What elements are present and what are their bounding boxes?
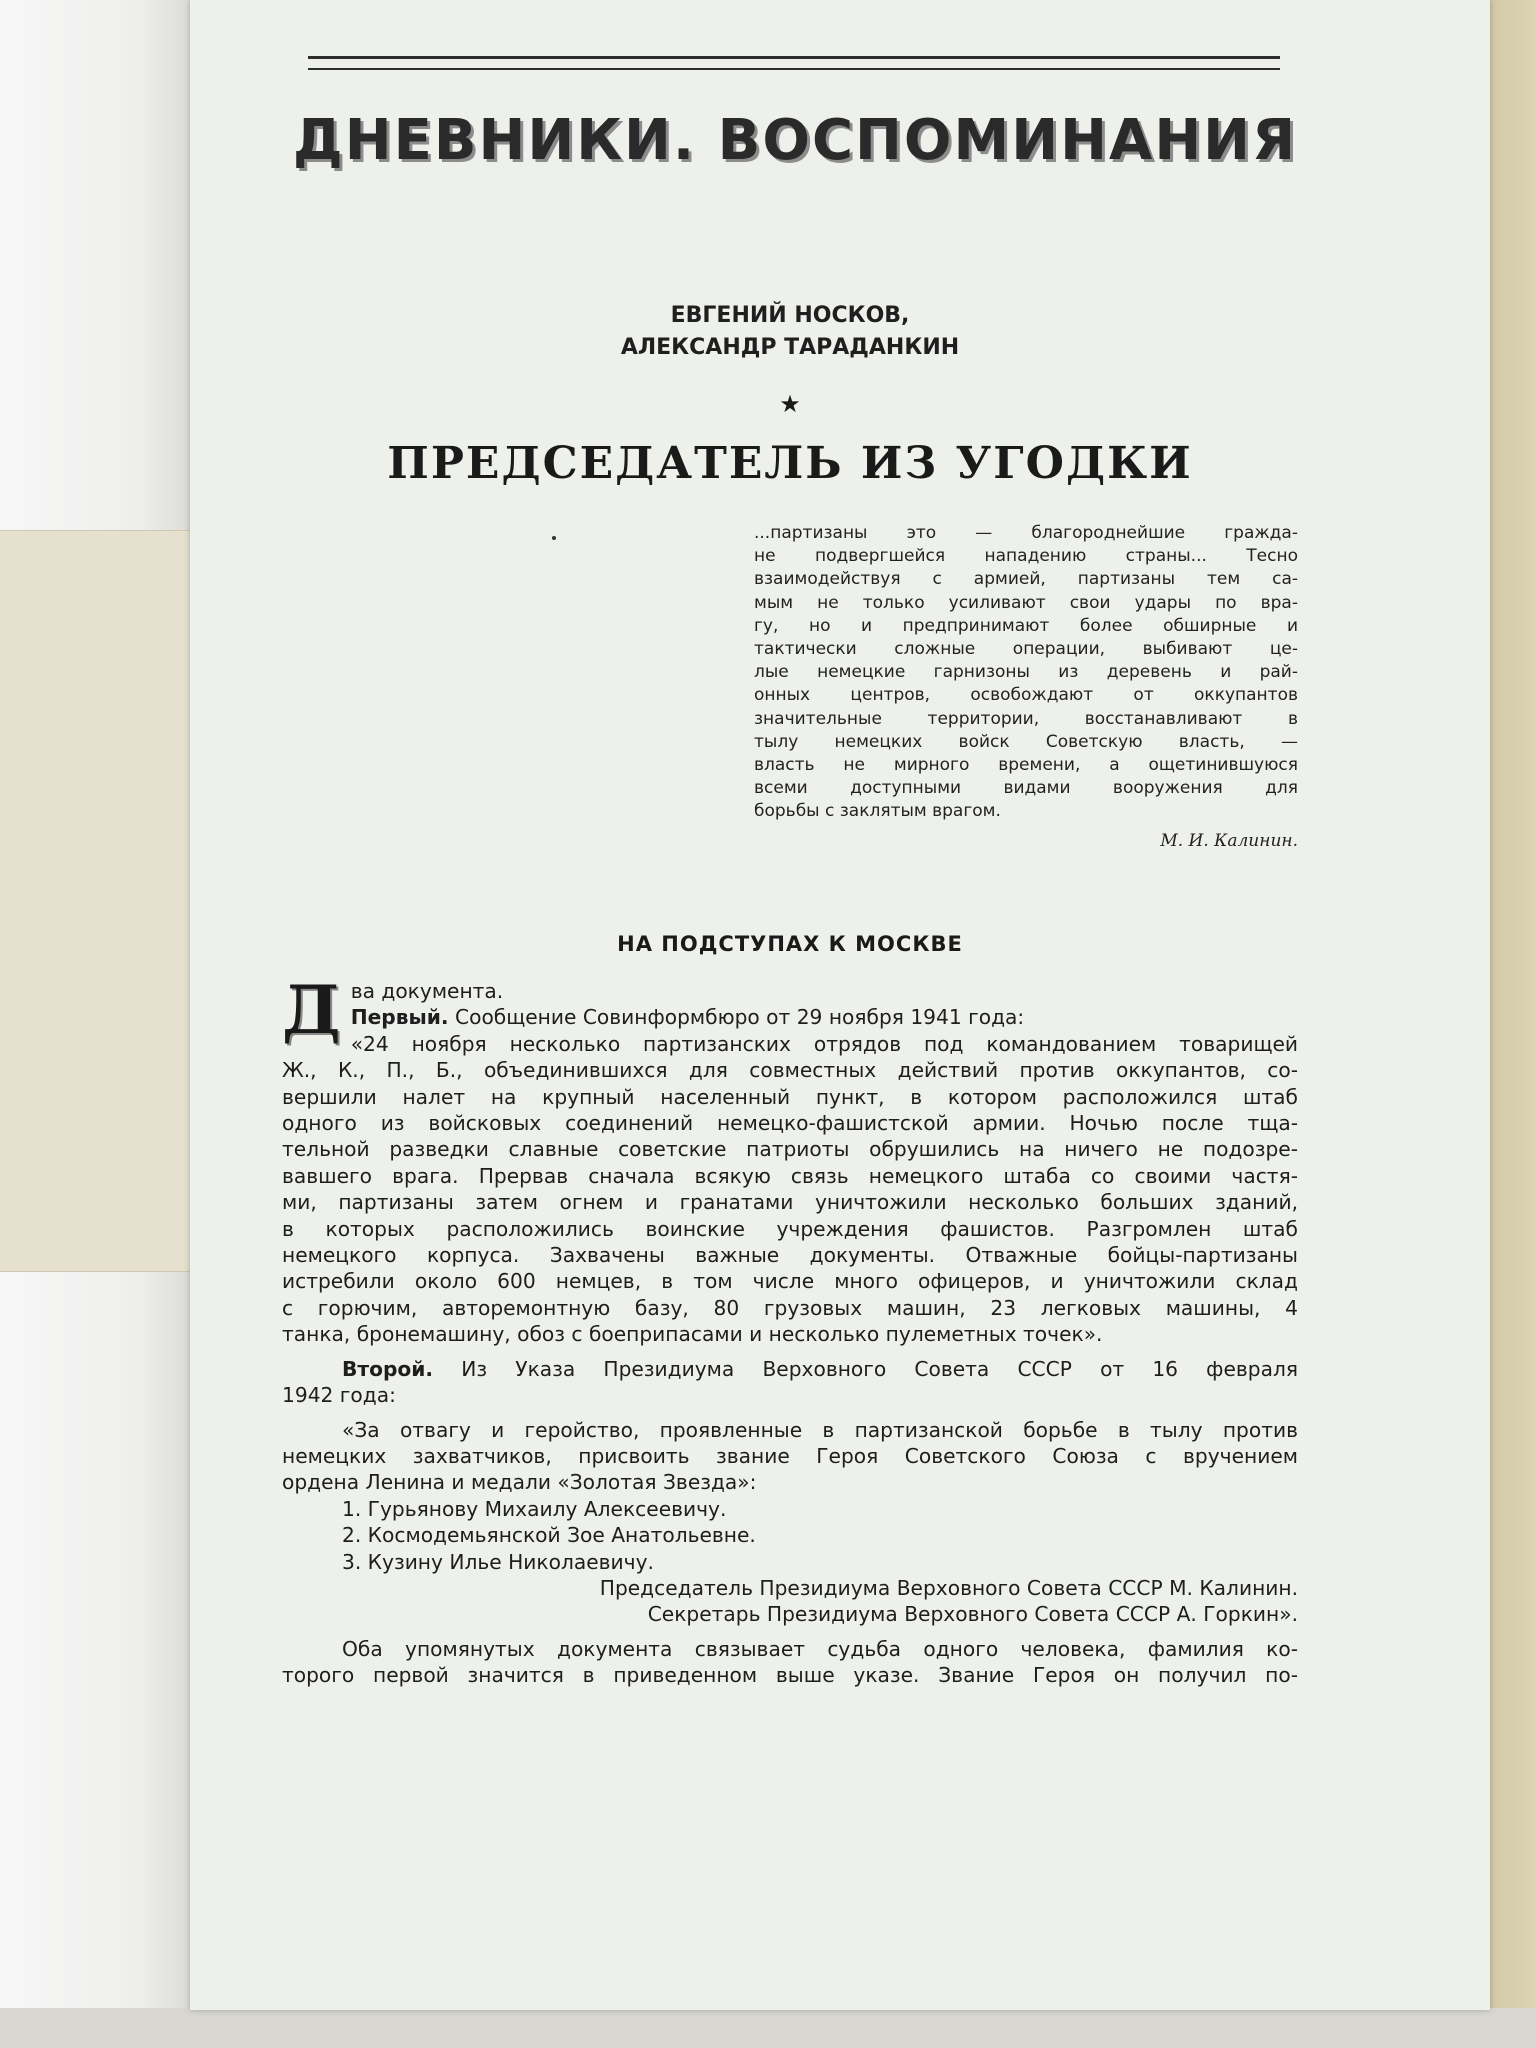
- epigraph-line: онных центров, освобождают от оккупантов: [754, 685, 1298, 706]
- list-item: 3. Кузину Илье Николаевичу.: [342, 1549, 654, 1574]
- author-line-2: АЛЕКСАНДР ТАРАДАНКИН: [620, 335, 960, 360]
- epigraph-line: взаимодействуя с армией, партизаны тем са-: [754, 569, 1298, 590]
- epigraph-line: не подвергшейся нападению страны... Тесно: [754, 546, 1298, 567]
- body-line: немецких захватчиков, присвоить звание Героя Советского Союза с вручением: [282, 1443, 1298, 1468]
- epigraph-line: власть не мирного времени, а ощетинившуюся: [754, 755, 1298, 776]
- body-line: торого первой значится в приведенном выше указе. Звание Героя он получил по-: [282, 1663, 1298, 1688]
- body-line: Оба упомянутых документа связывает судьба одного человека, фамилия ко-: [342, 1636, 1298, 1661]
- article-title: ПРЕДСЕДАТЕЛЬ ИЗ УГОДКИ: [387, 438, 1193, 489]
- epigraph-line: гу, но и предпринимают более обширные и: [754, 615, 1298, 636]
- second-doc-label: Второй.: [342, 1356, 434, 1381]
- intro-text: ва документа.: [350, 979, 504, 1003]
- epigraph-line: значительные территории, восстанавливают в: [754, 708, 1298, 729]
- body-line: с горючим, авторемонтную базу, 80 грузовых машин, 23 легковых машины, 4: [282, 1295, 1298, 1320]
- top-rule: [308, 56, 1280, 59]
- body-line: 1942 года:: [282, 1383, 396, 1408]
- second-doc-text: Из Указа Президиума Верховного Совета СССР от 16 февраля: [461, 1356, 1298, 1381]
- epigraph-line: ...партизаны это — благороднейшие гражда-: [754, 523, 1298, 543]
- body-line: истребили около 600 немцев, в том числе много офицеров, и уничтожили склад: [282, 1269, 1298, 1294]
- body-line: в которых расположились воинские учреждения фашистов. Разгромлен штаб: [282, 1216, 1298, 1241]
- body-line: ми, партизаны затем огнем и гранатами уничтожили несколько больших зданий,: [282, 1190, 1298, 1215]
- body-line: [282, 978, 1298, 1004]
- background-bottom: [0, 2008, 1536, 2048]
- body-line: танка, бронемашину, обоз с боеприпасами и несколько пулеметных точек».: [282, 1322, 1103, 1347]
- list-item: 2. Космодемьянской Зое Анатольевне.: [342, 1523, 756, 1548]
- list-item: 1. Гурьянову Михаилу Алексеевичу.: [342, 1496, 727, 1521]
- epigraph-line: борьбы с заклятым врагом.: [754, 801, 1001, 822]
- first-doc-label: Первый.: [350, 1005, 449, 1030]
- drop-cap: Д: [282, 971, 341, 1049]
- body-line: [282, 1004, 1298, 1030]
- star-icon: ★: [779, 392, 801, 418]
- body-line: ордена Ленина и медали «Золотая Звезда»:: [282, 1470, 757, 1495]
- section-header: ДНЕВНИКИ. ВОСПОМИНАНИЯ: [292, 108, 1298, 173]
- epigraph-line: лые немецкие гарнизоны из деревень и рай-: [754, 662, 1298, 683]
- first-doc-text: Сообщение Совинформбюро от 29 ноября 1941 года:: [455, 1005, 1025, 1030]
- body-line: «За отвагу и геройство, проявленные в партизанской борьбе в тылу против: [342, 1417, 1298, 1442]
- body-line: немецкого корпуса. Захвачены важные документы. Отважные бойцы-партизаны: [282, 1243, 1298, 1268]
- body-line: тельной разведки славные советские патриоты обрушились на ничего не подозре-: [282, 1137, 1298, 1162]
- body-line: вершили налет на крупный населенный пункт, в котором расположился штаб: [282, 1084, 1298, 1109]
- epigraph-line: мым не только усиливают свои удары по вра-: [754, 592, 1298, 613]
- body-line: «24 ноября несколько партизанских отрядов под командованием товарищей: [350, 1031, 1298, 1056]
- signature-line: Председатель Президиума Верховного Совета СССР М. Калинин.: [599, 1575, 1298, 1600]
- authors: [290, 300, 1290, 364]
- body-line: одного из войсковых соединений немецко-фашистской армии. Ночью после тща-: [282, 1111, 1298, 1136]
- body-line: вавшего врага. Прервав сначала всякую связь немецкого штаба со своими частя-: [282, 1163, 1298, 1188]
- article-body: [282, 971, 1298, 1689]
- author-line-1: ЕВГЕНИЙ НОСКОВ,: [670, 303, 910, 328]
- section-subheading: НА ПОДСТУПАХ К МОСКВЕ: [617, 932, 963, 956]
- document-page: [190, 0, 1490, 2010]
- print-speck: [552, 536, 556, 540]
- background-paper-tab: [0, 530, 200, 1272]
- epigraph-attribution: М. И. Калинин.: [1160, 830, 1298, 851]
- body-line: Ж., К., П., Б., объединившихся для совместных действий против оккупантов, со-: [282, 1058, 1298, 1083]
- epigraph: [754, 522, 1298, 853]
- epigraph-line: тылу немецких войск Советскую власть, —: [754, 731, 1298, 752]
- signature-line: Секретарь Президиума Верховного Совета СССР А. Горкин».: [647, 1602, 1298, 1627]
- epigraph-line: тактически сложные операции, выбивают це-: [754, 639, 1298, 660]
- top-rule-thin: [308, 68, 1280, 70]
- body-line: [282, 1356, 1298, 1382]
- epigraph-line: всеми доступными видами вооружения для: [754, 778, 1298, 799]
